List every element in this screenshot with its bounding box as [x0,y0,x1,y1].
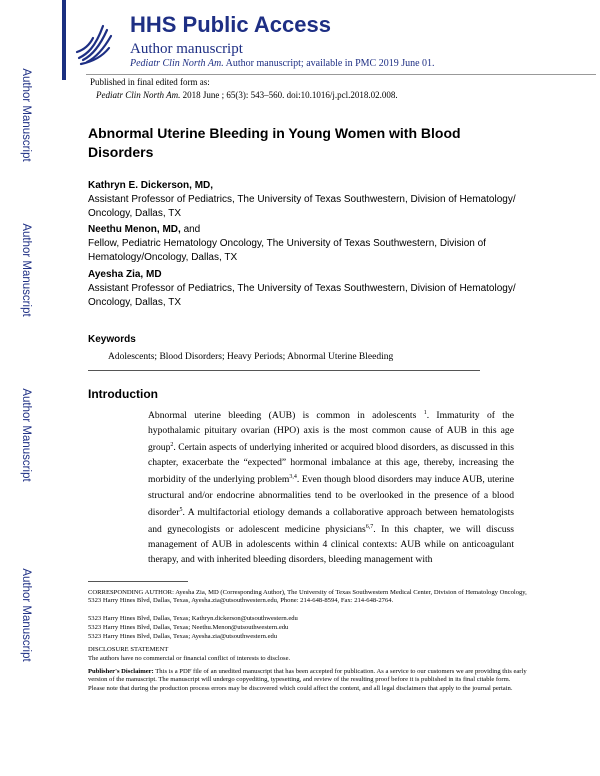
published-label: Published in final edited form as: [90,77,210,87]
keywords-divider [88,370,480,371]
corresponding-author-note: CORRESPONDING AUTHOR: Ayesha Zia, MD (Corresponding Author), The University of Texas Southwestern Medical Center, Division of Hematology Oncology, 5323 Harry Hines Blvd, Dallas, Texas, Ayesha.zia@utsouthwestern.edu, Phone: 214-648-8594, Fax: 214-648-2764. [88,589,527,605]
author-affiliation: Fellow, Pediatric Hematology Oncology, The University of Texas Southwestern, Division of Hematology/Oncology, Dallas, TX [88,238,486,263]
article-title: Abnormal Uterine Bleeding in Young Women with Blood Disorders [88,125,461,160]
author-name: Neethu Menon, MD, and [88,224,201,235]
side-label-3: Author Manuscript [20,388,32,482]
author-address: 5323 Harry Hines Blvd, Dallas, Texas; Ayesha.zia@utsouthwestern.edu [88,633,278,640]
disclosure-heading: DISCLOSURE STATEMENT [88,646,169,653]
citation-ref[interactable]: 6,7 [365,523,374,530]
author-name: Ayesha Zia, MD [88,269,162,280]
hhs-eagle-logo-icon [73,18,115,68]
citation-ref[interactable]: 2 [170,442,174,449]
citation-ref[interactable]: 5 [179,506,183,513]
author-name: Kathryn E. Dickerson, MD, [88,180,214,191]
author-address: 5323 Harry Hines Blvd, Dallas, Texas; Kathryn.dickerson@utsouthwestern.edu [88,615,298,622]
keywords-list: Adolescents; Blood Disorders; Heavy Periods; Abnormal Uterine Bleeding [108,352,394,362]
side-label-1: Author Manuscript [20,68,32,162]
header-divider [86,74,596,75]
introduction-paragraph: Abnormal uterine bleeding (AUB) is common in adolescents $^1$. Immaturity of the hypothalamic pituitary ovarian (HPO) axis is the most common cause of AUB in this age group$^2$. Certain aspects of underlying inherited or acquired blood disorders, as discussed in this chapter, exacerbate the “expected” hormonal imbalance at this age, thereby, increasing the morbidity of the underlying problem$^{3,4}$. Even though blood disorders may induce AUB, uterine structural and/or endocrine abnormalities tend to be overlooked in the presence of a blood disorder$^5$. A multifactorial etiology demands a collaborative approach between hematologists and gynecologists or adolescent medicine physicians$^{6,7}$. In this chapter, we will discuss management of AUB in adolescents within 4 clinical contexts: AUB while on anticoagulant therapy, and with inherited bleeding disorders, bleeding management with [148,410,515,565]
author-address: 5323 Harry Hines Blvd, Dallas, Texas; Neethu.Menon@utsouthwestern.edu [88,624,289,631]
citation: Pediatr Clin North Am. 2018 June ; 65(3): 543–560. doi:10.1016/j.pcl.2018.02.008. [96,90,398,100]
citation-ref[interactable]: 1 [423,410,427,416]
disclosure-text: The authors have no commercial or financial conflict of interests to disclose. [88,655,291,662]
footnote-divider [88,581,188,582]
hhs-title: HHS Public Access [130,12,331,37]
author-affiliation: Assistant Professor of Pediatrics, The University of Texas Southwestern, Division of Hematology/ Oncology, Dallas, TX [88,283,516,308]
author-manuscript-label: Author manuscript [130,41,243,57]
publisher-disclaimer: Publisher's Disclaimer: This is a PDF file of an unedited manuscript that has been accepted for publication. As a service to our customers we are providing this early version of the manuscript. The manuscript will undergo copyediting, typesetting, and review of the resulting proof before it is published in its final citable form. Please note that during the production process errors may be discovered which could affect the content, and all legal disclaimers that apply to the journal pertain. [88,668,527,692]
side-label-2: Author Manuscript [20,223,32,317]
keywords-heading: Keywords [88,334,136,345]
side-label-4: Author Manuscript [20,568,32,662]
author-affiliation: Assistant Professor of Pediatrics, The University of Texas Southwestern, Division of Hematology/ Oncology, Dallas, TX [88,194,516,219]
section-heading-introduction: Introduction [88,387,158,401]
header-accent-bar [62,0,66,80]
citation-ref[interactable]: 3,4 [289,474,297,481]
journal-availability: Pediatr Clin North Am. Author manuscript; available in PMC 2019 June 01. [130,58,435,69]
